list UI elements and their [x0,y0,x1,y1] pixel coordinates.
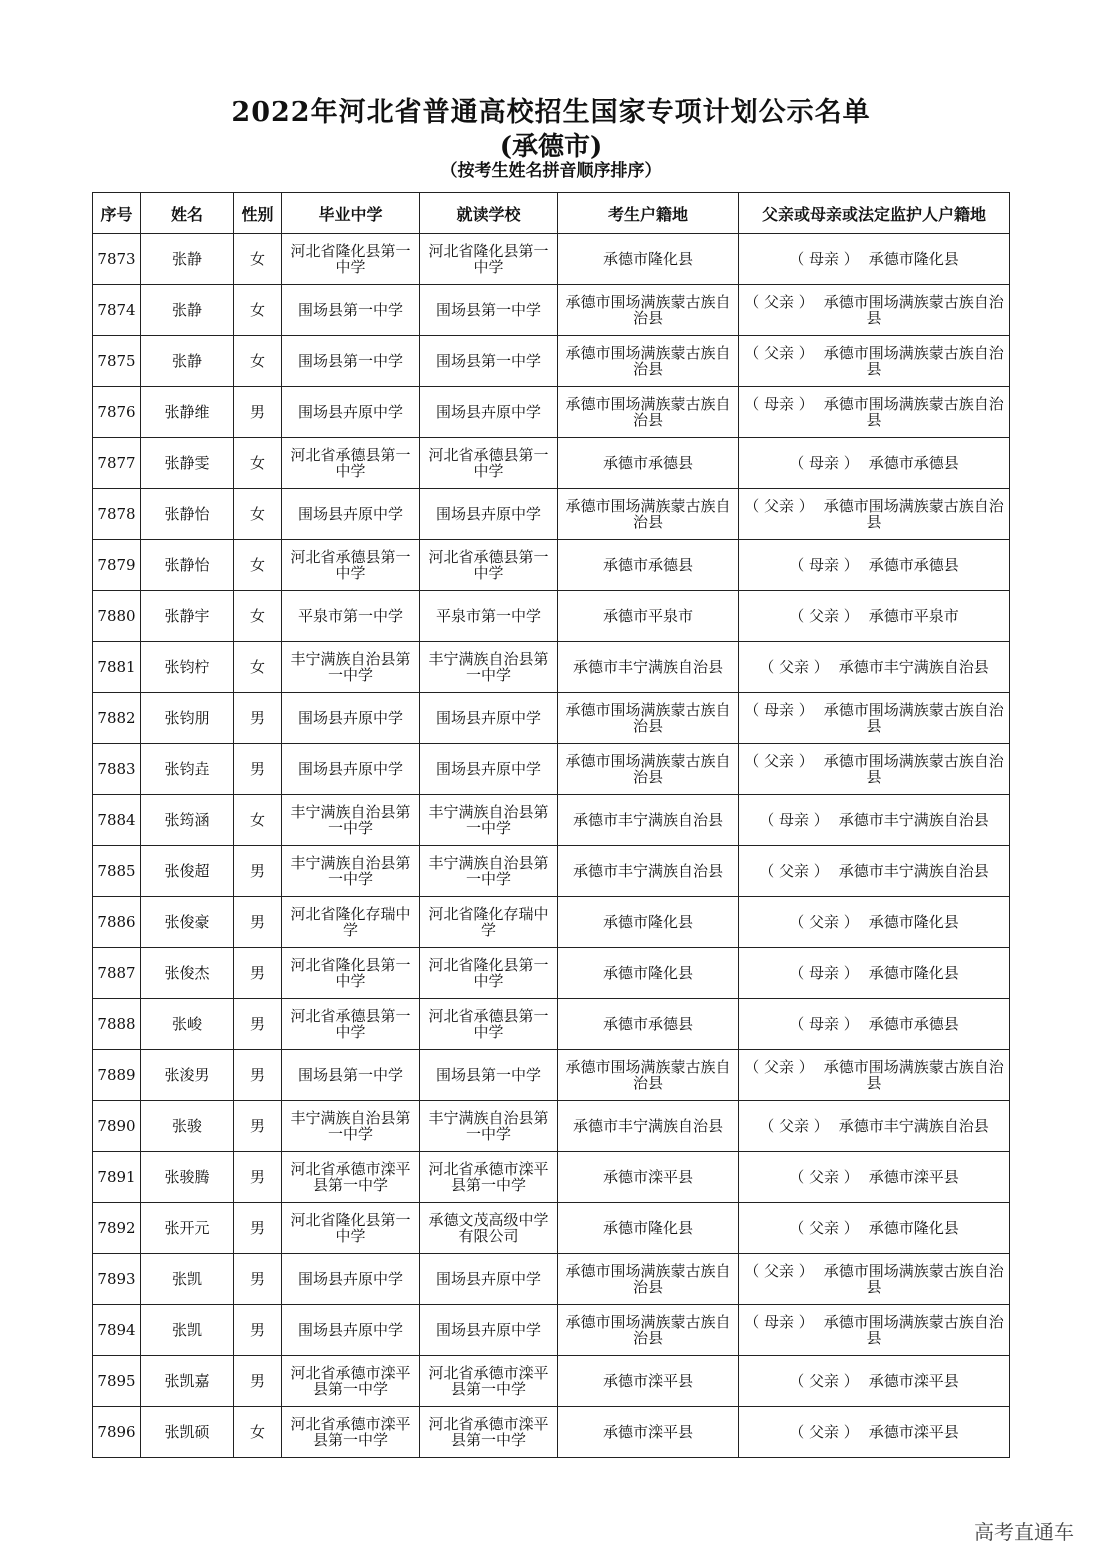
cell-seq: 7886 [93,897,141,948]
guardian-household: 承德市丰宁满族自治县 [838,1117,989,1135]
cell-guardian-household [739,285,1010,336]
table-row [93,999,1010,1050]
cell-seq: 7894 [93,1305,141,1356]
guardian-relation: （ 母亲 ） [789,964,859,982]
cell-grad-school: 河北省承德县第一中学 [282,438,420,489]
cell-seq: 7881 [93,642,141,693]
cell-seq: 7885 [93,846,141,897]
cell-current-school: 围场县第一中学 [420,285,558,336]
cell-grad-school: 河北省承德县第一中学 [282,999,420,1050]
guardian-relation: （ 母亲 ） [744,1313,814,1331]
guardian-relation: （ 父亲 ） [744,497,814,515]
cell-gender: 男 [234,693,282,744]
cell-current-school: 河北省隆化存瑞中学 [420,897,558,948]
cell-guardian-household [739,948,1010,999]
cell-current-school: 围场县卉原中学 [420,1254,558,1305]
cell-seq: 7873 [93,234,141,285]
roster-table [92,192,1010,1458]
cell-seq: 7878 [93,489,141,540]
table-row [93,591,1010,642]
table-row [93,285,1010,336]
cell-guardian-household [739,999,1010,1050]
col-header-name: 姓名 [141,193,234,234]
cell-gender: 男 [234,846,282,897]
cell-household: 承德市隆化县 [558,948,739,999]
cell-gender: 女 [234,540,282,591]
guardian-relation: （ 父亲 ） [789,607,859,625]
cell-name: 张静宇 [141,591,234,642]
cell-household: 承德市围场满族蒙古族自治县 [558,744,739,795]
cell-guardian-household [739,1203,1010,1254]
table-row [93,948,1010,999]
cell-grad-school: 围场县第一中学 [282,1050,420,1101]
cell-seq: 7884 [93,795,141,846]
table-row [93,1152,1010,1203]
cell-current-school: 承德文茂高级中学有限公司 [420,1203,558,1254]
guardian-relation: （ 父亲 ） [789,1372,859,1390]
col-header-seq: 序号 [93,193,141,234]
table-row [93,744,1010,795]
cell-gender: 男 [234,1203,282,1254]
cell-household: 承德市平泉市 [558,591,739,642]
table-header-row [93,193,1010,234]
cell-guardian-household [739,234,1010,285]
cell-name: 张筠涵 [141,795,234,846]
cell-gender: 女 [234,438,282,489]
table-row [93,1356,1010,1407]
cell-gender: 女 [234,1407,282,1458]
cell-household: 承德市围场满族蒙古族自治县 [558,1254,739,1305]
guardian-relation: （ 父亲 ） [744,344,814,362]
cell-seq: 7876 [93,387,141,438]
cell-name: 张凯硕 [141,1407,234,1458]
cell-grad-school: 河北省承德市滦平县第一中学 [282,1152,420,1203]
cell-current-school: 河北省承德市滦平县第一中学 [420,1152,558,1203]
cell-household: 承德市承德县 [558,438,739,489]
cell-current-school: 河北省承德市滦平县第一中学 [420,1356,558,1407]
cell-guardian-household [739,591,1010,642]
cell-guardian-household [739,744,1010,795]
cell-seq: 7891 [93,1152,141,1203]
cell-grad-school: 河北省承德县第一中学 [282,540,420,591]
cell-gender: 女 [234,234,282,285]
cell-guardian-household [739,897,1010,948]
cell-guardian-household [739,438,1010,489]
cell-guardian-household [739,1254,1010,1305]
cell-name: 张骏 [141,1101,234,1152]
col-header-grad-school: 毕业中学 [282,193,420,234]
cell-household: 承德市围场满族蒙古族自治县 [558,285,739,336]
cell-grad-school: 围场县卉原中学 [282,693,420,744]
cell-current-school: 围场县第一中学 [420,336,558,387]
cell-seq: 7889 [93,1050,141,1101]
cell-household: 承德市滦平县 [558,1152,739,1203]
guardian-relation: （ 母亲 ） [789,454,859,472]
guardian-relation: （ 父亲 ） [789,1168,859,1186]
cell-name: 张凯嘉 [141,1356,234,1407]
cell-gender: 女 [234,285,282,336]
guardian-household: 承德市围场满族蒙古族自治县 [823,1058,1004,1092]
guardian-relation: （ 父亲 ） [744,293,814,311]
cell-grad-school: 河北省隆化存瑞中学 [282,897,420,948]
cell-seq: 7874 [93,285,141,336]
cell-seq: 7892 [93,1203,141,1254]
cell-name: 张静怡 [141,489,234,540]
cell-household: 承德市围场满族蒙古族自治县 [558,693,739,744]
cell-grad-school: 丰宁满族自治县第一中学 [282,846,420,897]
guardian-household: 承德市滦平县 [868,1168,959,1186]
cell-household: 承德市隆化县 [558,897,739,948]
cell-seq: 7887 [93,948,141,999]
guardian-household: 承德市围场满族蒙古族自治县 [823,1313,1004,1347]
cell-household: 承德市承德县 [558,540,739,591]
cell-gender: 男 [234,1356,282,1407]
cell-current-school: 平泉市第一中学 [420,591,558,642]
cell-current-school: 围场县卉原中学 [420,693,558,744]
table-row [93,642,1010,693]
guardian-household: 承德市丰宁满族自治县 [838,658,989,676]
cell-grad-school: 丰宁满族自治县第一中学 [282,642,420,693]
cell-name: 张钧朋 [141,693,234,744]
table-row [93,1101,1010,1152]
cell-seq: 7879 [93,540,141,591]
guardian-household: 承德市围场满族蒙古族自治县 [823,497,1004,531]
cell-guardian-household [739,1101,1010,1152]
cell-gender: 男 [234,744,282,795]
table-row [93,1254,1010,1305]
cell-name: 张钧柠 [141,642,234,693]
cell-current-school: 围场县第一中学 [420,1050,558,1101]
page-subtitle: (承德市) [499,132,603,162]
table-row [93,540,1010,591]
cell-gender: 男 [234,948,282,999]
cell-current-school: 围场县卉原中学 [420,1305,558,1356]
page-title: 2022年河北省普通高校招生国家专项计划公示名单 [231,97,871,128]
cell-gender: 女 [234,489,282,540]
cell-household: 承德市隆化县 [558,1203,739,1254]
table-row [93,693,1010,744]
cell-gender: 女 [234,795,282,846]
cell-name: 张钧垚 [141,744,234,795]
table-row [93,1305,1010,1356]
cell-grad-school: 围场县第一中学 [282,285,420,336]
guardian-household: 承德市围场满族蒙古族自治县 [823,344,1004,378]
cell-seq: 7875 [93,336,141,387]
cell-grad-school: 河北省承德市滦平县第一中学 [282,1407,420,1458]
cell-household: 承德市丰宁满族自治县 [558,642,739,693]
cell-current-school: 丰宁满族自治县第一中学 [420,1101,558,1152]
cell-current-school: 河北省承德县第一中学 [420,540,558,591]
cell-seq: 7896 [93,1407,141,1458]
table-row [93,336,1010,387]
guardian-household: 承德市承德县 [868,556,959,574]
cell-name: 张静维 [141,387,234,438]
cell-gender: 男 [234,387,282,438]
cell-guardian-household [739,693,1010,744]
cell-guardian-household [739,1407,1010,1458]
guardian-relation: （ 父亲 ） [789,1423,859,1441]
guardian-household: 承德市围场满族蒙古族自治县 [823,752,1004,786]
cell-guardian-household [739,1356,1010,1407]
guardian-household: 承德市围场满族蒙古族自治县 [823,701,1004,735]
table-row [93,1407,1010,1458]
cell-current-school: 河北省隆化县第一中学 [420,234,558,285]
cell-guardian-household [739,846,1010,897]
cell-household: 承德市丰宁满族自治县 [558,795,739,846]
col-header-gender: 性别 [234,193,282,234]
guardian-household: 承德市丰宁满族自治县 [838,862,989,880]
guardian-relation: （ 父亲 ） [744,1058,814,1076]
cell-grad-school: 围场县卉原中学 [282,1305,420,1356]
table-row [93,795,1010,846]
guardian-household: 承德市隆化县 [868,913,959,931]
cell-name: 张骏腾 [141,1152,234,1203]
guardian-household: 承德市隆化县 [868,250,959,268]
guardian-relation: （ 父亲 ） [759,862,829,880]
watermark: 高考直通车 [974,1520,1074,1544]
guardian-relation: （ 母亲 ） [744,701,814,719]
guardian-household: 承德市平泉市 [868,607,959,625]
guardian-relation: （ 父亲 ） [744,1262,814,1280]
guardian-relation: （ 父亲 ） [759,1117,829,1135]
cell-grad-school: 围场县卉原中学 [282,489,420,540]
cell-guardian-household [739,336,1010,387]
cell-current-school: 围场县卉原中学 [420,489,558,540]
cell-current-school: 河北省隆化县第一中学 [420,948,558,999]
guardian-relation: （ 母亲 ） [789,556,859,574]
cell-gender: 男 [234,897,282,948]
cell-guardian-household [739,1152,1010,1203]
cell-name: 张浚男 [141,1050,234,1101]
cell-name: 张俊豪 [141,897,234,948]
cell-current-school: 丰宁满族自治县第一中学 [420,642,558,693]
cell-current-school: 丰宁满族自治县第一中学 [420,795,558,846]
cell-current-school: 河北省承德县第一中学 [420,438,558,489]
cell-gender: 男 [234,1305,282,1356]
guardian-household: 承德市滦平县 [868,1372,959,1390]
guardian-household: 承德市围场满族蒙古族自治县 [823,293,1004,327]
table-row [93,897,1010,948]
table-row [93,1203,1010,1254]
cell-gender: 女 [234,591,282,642]
cell-seq: 7890 [93,1101,141,1152]
guardian-relation: （ 母亲 ） [759,811,829,829]
cell-seq: 7893 [93,1254,141,1305]
col-header-current-school: 就读学校 [420,193,558,234]
cell-name: 张俊杰 [141,948,234,999]
cell-name: 张凯 [141,1305,234,1356]
cell-gender: 男 [234,999,282,1050]
cell-seq: 7895 [93,1356,141,1407]
cell-seq: 7883 [93,744,141,795]
cell-gender: 男 [234,1050,282,1101]
cell-name: 张静怡 [141,540,234,591]
cell-household: 承德市滦平县 [558,1407,739,1458]
sort-note: （按考生姓名拼音顺序排序） [440,161,662,181]
cell-household: 承德市围场满族蒙古族自治县 [558,489,739,540]
cell-name: 张静 [141,336,234,387]
cell-gender: 女 [234,336,282,387]
cell-current-school: 围场县卉原中学 [420,744,558,795]
guardian-household: 承德市隆化县 [868,1219,959,1237]
cell-household: 承德市丰宁满族自治县 [558,1101,739,1152]
cell-grad-school: 河北省承德市滦平县第一中学 [282,1356,420,1407]
cell-seq: 7888 [93,999,141,1050]
cell-grad-school: 河北省隆化县第一中学 [282,1203,420,1254]
cell-gender: 男 [234,1254,282,1305]
guardian-household: 承德市承德县 [868,1015,959,1033]
cell-name: 张峻 [141,999,234,1050]
cell-grad-school: 丰宁满族自治县第一中学 [282,795,420,846]
cell-name: 张俊超 [141,846,234,897]
guardian-relation: （ 父亲 ） [789,913,859,931]
guardian-household: 承德市围场满族蒙古族自治县 [823,395,1004,429]
cell-guardian-household [739,489,1010,540]
cell-grad-school: 围场县卉原中学 [282,744,420,795]
guardian-relation: （ 父亲 ） [744,752,814,770]
cell-seq: 7882 [93,693,141,744]
cell-gender: 男 [234,1101,282,1152]
table-row [93,387,1010,438]
cell-gender: 男 [234,1152,282,1203]
table-body [93,234,1010,1458]
cell-seq: 7877 [93,438,141,489]
cell-household: 承德市围场满族蒙古族自治县 [558,387,739,438]
guardian-relation: （ 父亲 ） [759,658,829,676]
guardian-household: 承德市承德县 [868,454,959,472]
guardian-relation: （ 母亲 ） [789,1015,859,1033]
guardian-household: 承德市滦平县 [868,1423,959,1441]
cell-household: 承德市围场满族蒙古族自治县 [558,336,739,387]
cell-current-school: 河北省承德市滦平县第一中学 [420,1407,558,1458]
cell-name: 张静雯 [141,438,234,489]
cell-guardian-household [739,540,1010,591]
guardian-household: 承德市隆化县 [868,964,959,982]
cell-household: 承德市承德县 [558,999,739,1050]
cell-guardian-household [739,795,1010,846]
table-row [93,234,1010,285]
cell-current-school: 丰宁满族自治县第一中学 [420,846,558,897]
cell-name: 张静 [141,234,234,285]
cell-name: 张开元 [141,1203,234,1254]
cell-household: 承德市围场满族蒙古族自治县 [558,1050,739,1101]
table-row [93,438,1010,489]
cell-guardian-household [739,387,1010,438]
cell-grad-school: 丰宁满族自治县第一中学 [282,1101,420,1152]
cell-guardian-household [739,1050,1010,1101]
guardian-relation: （ 父亲 ） [789,1219,859,1237]
table-row [93,1050,1010,1101]
cell-gender: 女 [234,642,282,693]
cell-household: 承德市隆化县 [558,234,739,285]
cell-grad-school: 围场县卉原中学 [282,387,420,438]
guardian-household: 承德市丰宁满族自治县 [838,811,989,829]
cell-grad-school: 围场县卉原中学 [282,1254,420,1305]
cell-grad-school: 围场县第一中学 [282,336,420,387]
cell-name: 张凯 [141,1254,234,1305]
cell-guardian-household [739,1305,1010,1356]
guardian-relation: （ 母亲 ） [744,395,814,413]
cell-household: 承德市滦平县 [558,1356,739,1407]
cell-grad-school: 河北省隆化县第一中学 [282,234,420,285]
cell-seq: 7880 [93,591,141,642]
cell-grad-school: 平泉市第一中学 [282,591,420,642]
cell-guardian-household [739,642,1010,693]
cell-name: 张静 [141,285,234,336]
cell-current-school: 河北省承德县第一中学 [420,999,558,1050]
cell-grad-school: 河北省隆化县第一中学 [282,948,420,999]
col-header-household: 考生户籍地 [558,193,739,234]
table-row [93,846,1010,897]
cell-current-school: 围场县卉原中学 [420,387,558,438]
cell-household: 承德市围场满族蒙古族自治县 [558,1305,739,1356]
table-row [93,489,1010,540]
guardian-household: 承德市围场满族蒙古族自治县 [823,1262,1004,1296]
guardian-relation: （ 母亲 ） [789,250,859,268]
cell-household: 承德市丰宁满族自治县 [558,846,739,897]
col-header-guardian-household: 父亲或母亲或法定监护人户籍地 [739,193,1010,234]
